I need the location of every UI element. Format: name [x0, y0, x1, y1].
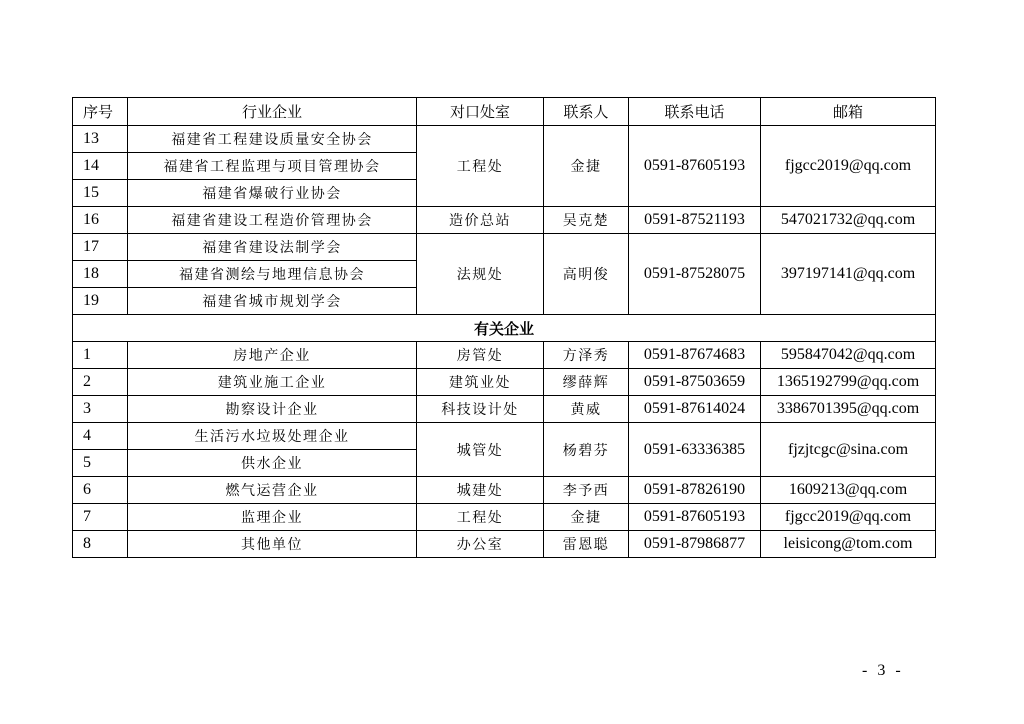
row-phone: 0591-87605193 [629, 126, 761, 207]
row-industry: 福建省建设法制学会 [128, 234, 417, 261]
row-dept: 工程处 [417, 504, 544, 531]
row-no: 16 [73, 207, 128, 234]
row-no: 4 [73, 423, 128, 450]
row-contact: 高明俊 [544, 234, 629, 315]
row-dept: 城管处 [417, 423, 544, 477]
row-industry: 福建省建设工程造价管理协会 [128, 207, 417, 234]
header-email: 邮箱 [761, 98, 936, 126]
row-dept: 城建处 [417, 477, 544, 504]
row-industry: 建筑业施工企业 [128, 369, 417, 396]
row-contact: 金捷 [544, 126, 629, 207]
row-industry: 福建省爆破行业协会 [128, 180, 417, 207]
row-no: 8 [73, 531, 128, 558]
row-email: 1609213@qq.com [761, 477, 936, 504]
table-row [73, 234, 936, 261]
row-phone: 0591-87521193 [629, 207, 761, 234]
row-contact: 金捷 [544, 504, 629, 531]
row-dept: 工程处 [417, 126, 544, 207]
row-industry: 监理企业 [128, 504, 417, 531]
row-contact: 雷恩聪 [544, 531, 629, 558]
row-industry: 房地产企业 [128, 342, 417, 369]
row-contact: 缪薛辉 [544, 369, 629, 396]
section-row [73, 315, 936, 342]
row-industry: 供水企业 [128, 450, 417, 477]
row-email: fjgcc2019@qq.com [761, 504, 936, 531]
row-email: leisicong@tom.com [761, 531, 936, 558]
row-no: 5 [73, 450, 128, 477]
header-contact: 联系人 [544, 98, 629, 126]
row-phone: 0591-87674683 [629, 342, 761, 369]
row-email: fjgcc2019@qq.com [761, 126, 936, 207]
row-no: 13 [73, 126, 128, 153]
row-contact: 吴克楚 [544, 207, 629, 234]
row-contact: 方泽秀 [544, 342, 629, 369]
table-row [73, 396, 936, 423]
page-number: - 3 - [862, 662, 904, 679]
table-row [73, 207, 936, 234]
row-phone: 0591-87986877 [629, 531, 761, 558]
header-row [73, 98, 936, 126]
row-no: 14 [73, 153, 128, 180]
header-dept: 对口处室 [417, 98, 544, 126]
row-no: 17 [73, 234, 128, 261]
row-dept: 办公室 [417, 531, 544, 558]
table-row [73, 504, 936, 531]
table-row [73, 531, 936, 558]
row-contact: 李予西 [544, 477, 629, 504]
table-row [73, 423, 936, 450]
row-industry: 福建省工程建设质量安全协会 [128, 126, 417, 153]
row-industry: 福建省工程监理与项目管理协会 [128, 153, 417, 180]
row-email: 397197141@qq.com [761, 234, 936, 315]
row-industry: 燃气运营企业 [128, 477, 417, 504]
row-email: 595847042@qq.com [761, 342, 936, 369]
row-email: 1365192799@qq.com [761, 369, 936, 396]
table-row [73, 126, 936, 153]
row-dept: 建筑业处 [417, 369, 544, 396]
header-phone: 联系电话 [629, 98, 761, 126]
header-industry: 行业企业 [128, 98, 417, 126]
row-phone: 0591-87826190 [629, 477, 761, 504]
row-phone: 0591-63336385 [629, 423, 761, 477]
row-no: 18 [73, 261, 128, 288]
row-email: fjzjtcgc@sina.com [761, 423, 936, 477]
row-phone: 0591-87605193 [629, 504, 761, 531]
row-no: 1 [73, 342, 128, 369]
row-industry: 其他单位 [128, 531, 417, 558]
row-dept: 造价总站 [417, 207, 544, 234]
row-no: 19 [73, 288, 128, 315]
row-dept: 房管处 [417, 342, 544, 369]
row-no: 2 [73, 369, 128, 396]
row-contact: 杨碧芬 [544, 423, 629, 477]
row-email: 547021732@qq.com [761, 207, 936, 234]
header-seq: 序号 [73, 98, 128, 126]
row-dept: 科技设计处 [417, 396, 544, 423]
row-phone: 0591-87614024 [629, 396, 761, 423]
row-industry: 福建省测绘与地理信息协会 [128, 261, 417, 288]
row-industry: 生活污水垃圾处理企业 [128, 423, 417, 450]
table-row [73, 477, 936, 504]
row-dept: 法规处 [417, 234, 544, 315]
row-industry: 福建省城市规划学会 [128, 288, 417, 315]
row-industry: 勘察设计企业 [128, 396, 417, 423]
row-no: 7 [73, 504, 128, 531]
row-no: 15 [73, 180, 128, 207]
row-phone: 0591-87503659 [629, 369, 761, 396]
row-no: 6 [73, 477, 128, 504]
table-row [73, 369, 936, 396]
row-no: 3 [73, 396, 128, 423]
row-contact: 黄威 [544, 396, 629, 423]
table-row [73, 342, 936, 369]
row-phone: 0591-87528075 [629, 234, 761, 315]
contacts-table [72, 97, 936, 558]
section-title: 有关企业 [73, 315, 936, 342]
row-email: 3386701395@qq.com [761, 396, 936, 423]
